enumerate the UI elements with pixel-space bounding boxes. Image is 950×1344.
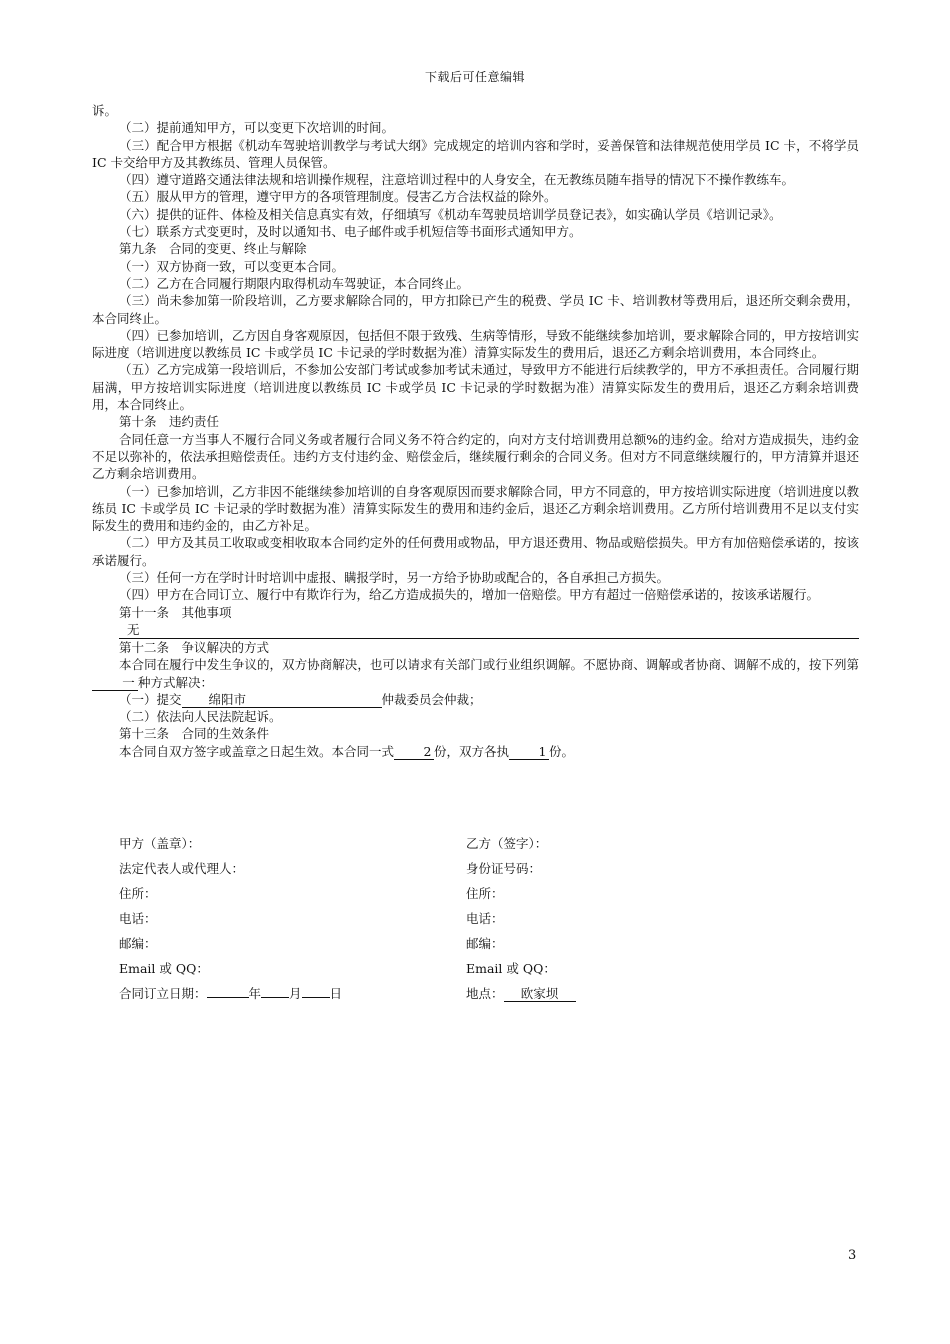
id-number-label: 身份证号码： <box>466 861 542 876</box>
article-heading-11: 第十一条 其他事项 <box>119 604 232 620</box>
contract-place: 地点： 欧家坝 <box>466 984 576 1002</box>
paragraph: （三）任何一方在学时计时培训中虚报、瞒报学时，另一方给予协助或配合的，各自承担己方损失。 <box>119 570 670 586</box>
signature-block <box>119 834 839 1009</box>
phone-a-label: 电话： <box>119 911 157 926</box>
article-heading-10: 第十条 违约责任 <box>119 414 220 430</box>
paragraph: （二）乙方在合同履行期限内取得机动车驾驶证，本合同终止。 <box>119 275 470 291</box>
paragraph: （一）提交 绵阳市 仲裁委员会仲裁； <box>119 691 482 707</box>
contract-body <box>92 102 859 760</box>
year-blank <box>207 997 249 998</box>
address-a-label: 住所： <box>119 886 157 901</box>
email-b-label: Email 或 QQ： <box>466 961 556 976</box>
page-number: 3 <box>848 1248 857 1263</box>
paragraph: （四）甲方在合同订立、履行中有欺诈行为，给乙方造成损失的，增加一倍赔偿。甲方有超过一倍赔偿承诺的，按该承诺履行。 <box>119 587 820 603</box>
paragraph: （五）服从甲方的管理，遵守甲方的各项管理制度。侵害乙方合法权益的除外。 <box>119 189 557 205</box>
paragraph: （四）已参加培训，乙方因自身客观原因，包括但不限于致残、生病等情形，导致不能继续参加培训，要求解除合同的，甲方按培训实际进度（培训进度以教练员 IC 卡或学员 IC 卡记录的学时数据为准）清算实际发生的费用后，退还乙方剩余培训费用，本合同终止。 <box>92 327 859 361</box>
paragraph: （一）双方协商一致，可以变更本合同。 <box>119 258 345 274</box>
phone-b-label: 电话： <box>466 911 504 926</box>
paragraph: 诉。 <box>92 103 118 118</box>
paragraph: 本合同自双方签字或盖章之日起生效。本合同一式 2 份，双方各执 1 份。 <box>119 743 575 759</box>
page-header: 下载后可任意编辑 <box>424 70 525 84</box>
postcode-b-label: 邮编： <box>466 936 504 951</box>
article-heading-13: 第十三条 合同的生效条件 <box>119 726 270 742</box>
paragraph: （五）乙方完成第一段培训后，不参加公安部门考试或参加考试未通过，导致甲方不能进行后续教学的，甲方不承担责任。合同履行期届满，甲方按培训实际进度（培训进度以教练员 IC 卡或学员 IC 卡记录的学时数据为准）清算实际发生的费用后，退还乙方剩余培训费用，本合同终止。 <box>92 362 859 413</box>
article-heading-12: 第十二条 争议解决的方式 <box>119 639 270 655</box>
paragraph: （二）提前通知甲方，可以变更下次培训的时间。 <box>119 120 395 136</box>
address-b-label: 住所： <box>466 886 504 901</box>
email-a-label: Email 或 QQ： <box>119 961 209 976</box>
month-blank <box>261 997 289 998</box>
paragraph: 本合同在履行中发生争议的，双方协商解决，也可以请求有关部门或行业组织调解。不愿协商、调解或者协商、调解不成的，按下列第一 种方式解决： <box>92 656 859 691</box>
dispute-option-field: 一 <box>92 676 138 691</box>
day-blank <box>302 997 330 998</box>
legal-rep-label: 法定代表人或代理人： <box>119 861 245 876</box>
postcode-a-label: 邮编： <box>119 936 157 951</box>
paragraph: （一）已参加培训，乙方非因不能继续参加培训的自身客观原因而要求解除合同，甲方不同意的，甲方按培训实际进度（培训进度以教练员 IC 卡或学员 IC 卡记录的学时数据为准）清算实际发生的费用和违约金后，退还乙方剩余培训费用。乙方所付培训费用不足以支付实际发生的费用和违约金的，由乙方补足。 <box>92 483 859 534</box>
arbitration-city-field: 绵阳市 <box>182 693 382 708</box>
article-heading-9: 第九条 合同的变更、终止与解除 <box>119 241 307 257</box>
paragraph: （七）联系方式变更时，及时以通知书、电子邮件或手机短信等书面形式通知甲方。 <box>119 224 582 240</box>
paragraph: （三）尚未参加第一阶段培训，乙方要求解除合同的，甲方扣除已产生的税费、学员 IC 卡、培训教材等费用后，退还所交剩余费用，本合同终止。 <box>92 293 859 326</box>
paragraph: （二）依法向人民法院起诉。 <box>119 709 282 725</box>
copies-total-field: 2 <box>394 745 434 760</box>
other-matters-field: 无 <box>119 621 859 639</box>
paragraph: （六）提供的证件、体检及相关信息真实有效，仔细填写《机动车驾驶员培训学员登记表》，如实确认学员《培训记录》。 <box>119 206 782 222</box>
party-b-label: 乙方（签字）： <box>466 836 548 851</box>
paragraph: 合同任意一方当事人不履行合同义务或者履行合同义务不符合约定的，向对方支付培训费用总额%的违约金。给对方造成损失，违约金不足以弥补的，依法承担赔偿责任。违约方支付违约金、赔偿金后，继续履行剩余的合同义务。但对方不同意继续履行的，甲方清算并退还乙方剩余培训费用。 <box>92 431 859 482</box>
paragraph: （三）配合甲方根据《机动车驾驶培训教学与考试大纲》完成规定的培训内容和学时，妥善保管和法律规范使用学员 IC 卡，不将学员 IC 卡交给甲方及其教练员、管理人员保管。 <box>92 137 859 170</box>
contract-date: 合同订立日期： 年 月 日 <box>119 986 343 1001</box>
paragraph: （四）遵守道路交通法律法规和培训操作规程，注意培训过程中的人身安全，在无教练员随车指导的情况下不操作教练车。 <box>119 172 795 188</box>
copies-each-field: 1 <box>509 745 549 760</box>
place-field: 欧家坝 <box>504 987 576 1002</box>
paragraph: （二）甲方及其员工收取或变相收取本合同约定外的任何费用或物品，甲方退还费用、物品或赔偿损失。甲方有加倍赔偿承诺的，按该承诺履行。 <box>92 535 859 568</box>
party-a-label: 甲方（盖章）： <box>119 836 201 851</box>
